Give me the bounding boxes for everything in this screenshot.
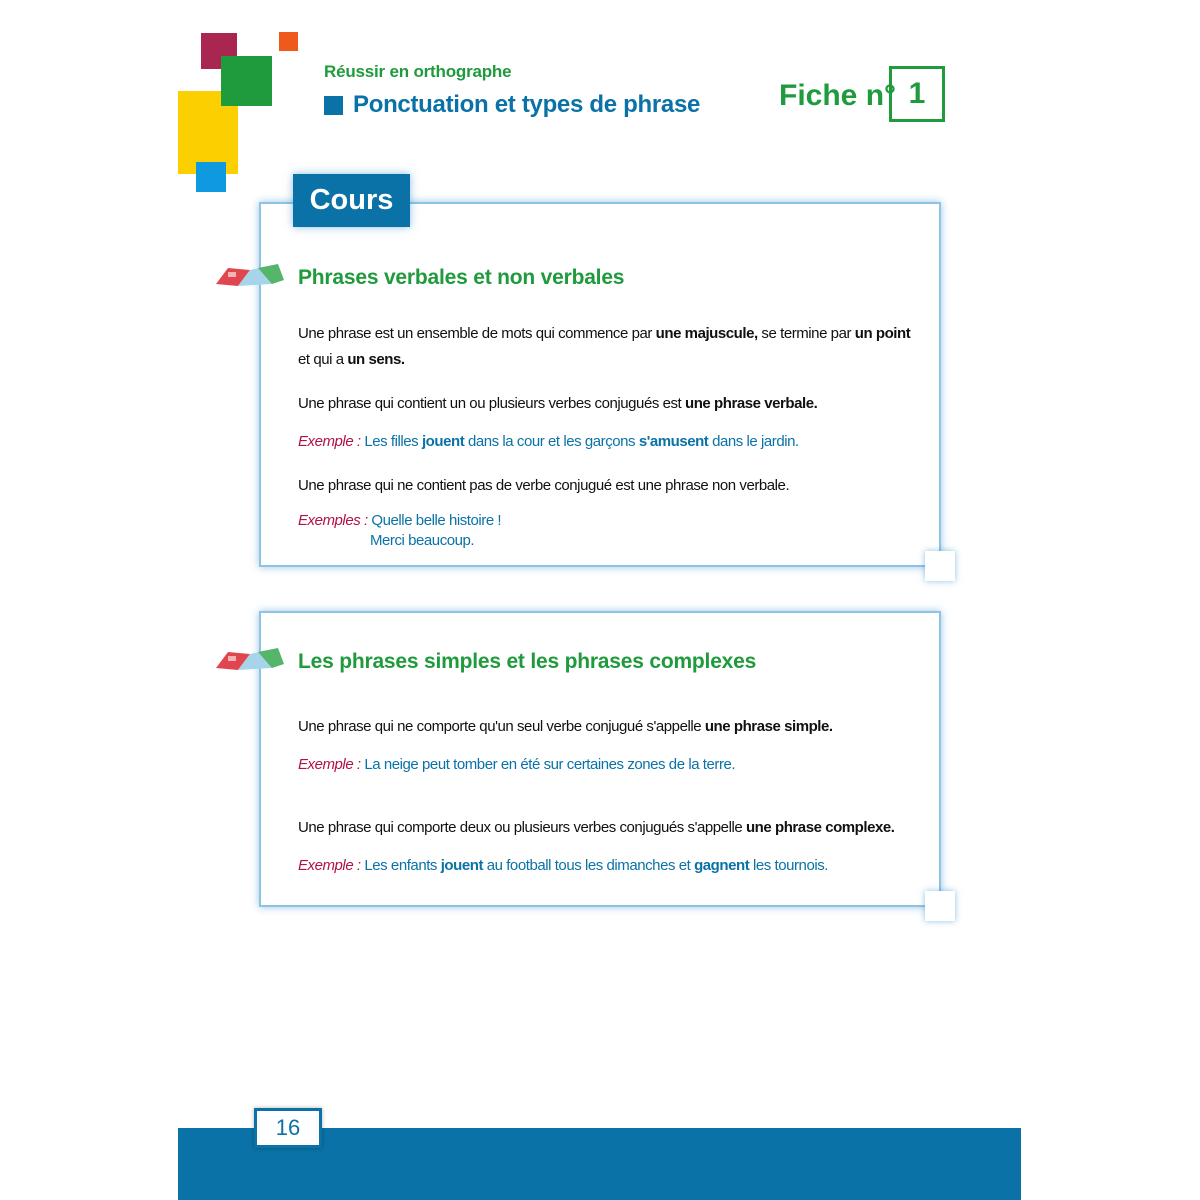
deco-square-green [221,56,272,106]
example: Exemple : Les filles jouent dans la cour et les garçons s'amusent dans le jardin. [298,433,799,450]
fiche-number: 1 [889,66,945,122]
corner-decoration [925,891,955,921]
section-heading: Phrases verbales et non verbales [298,266,625,289]
deco-square-lightblue [196,162,226,192]
paragraph: Une phrase qui ne comporte qu'un seul verbe conjugué s'appelle une phrase simple. [298,718,833,735]
paragraph: Une phrase qui comporte deux ou plusieurs verbes conjugués s'appelle une phrase complexe. [298,819,895,836]
example: Exemples : Quelle belle histoire ! Merci beaucoup. [298,512,502,549]
fiche-label: Fiche n° [779,79,897,112]
notebook-icon [214,262,286,290]
cours-tab: Cours [293,174,410,227]
paragraph: Une phrase qui ne contient pas de verbe conjugué est une phrase non verbale. [298,477,790,494]
example: Exemple : Les enfants jouent au football tous les dimanches et gagnent les tournois. [298,857,828,874]
paragraph: Une phrase qui contient un ou plusieurs verbes conjugués est une phrase verbale. [298,395,818,412]
paragraph: Une phrase est un ensemble de mots qui commence par une majuscule, se termine par un point [298,325,911,342]
page-title [324,91,700,119]
paragraph: et qui a un sens. [298,351,405,368]
page-number: 16 [254,1108,322,1148]
deco-square-orange [279,32,298,51]
title-bullet-icon [324,96,343,115]
corner-decoration [925,551,955,581]
notebook-icon [214,646,286,674]
example: Exemple : La neige peut tomber en été sur certaines zones de la terre. [298,756,736,773]
page-title-text: Ponctuation et types de phrase [353,91,701,118]
series-title: Réussir en orthographe [324,62,512,81]
section-heading: Les phrases simples et les phrases complexes [298,650,757,673]
